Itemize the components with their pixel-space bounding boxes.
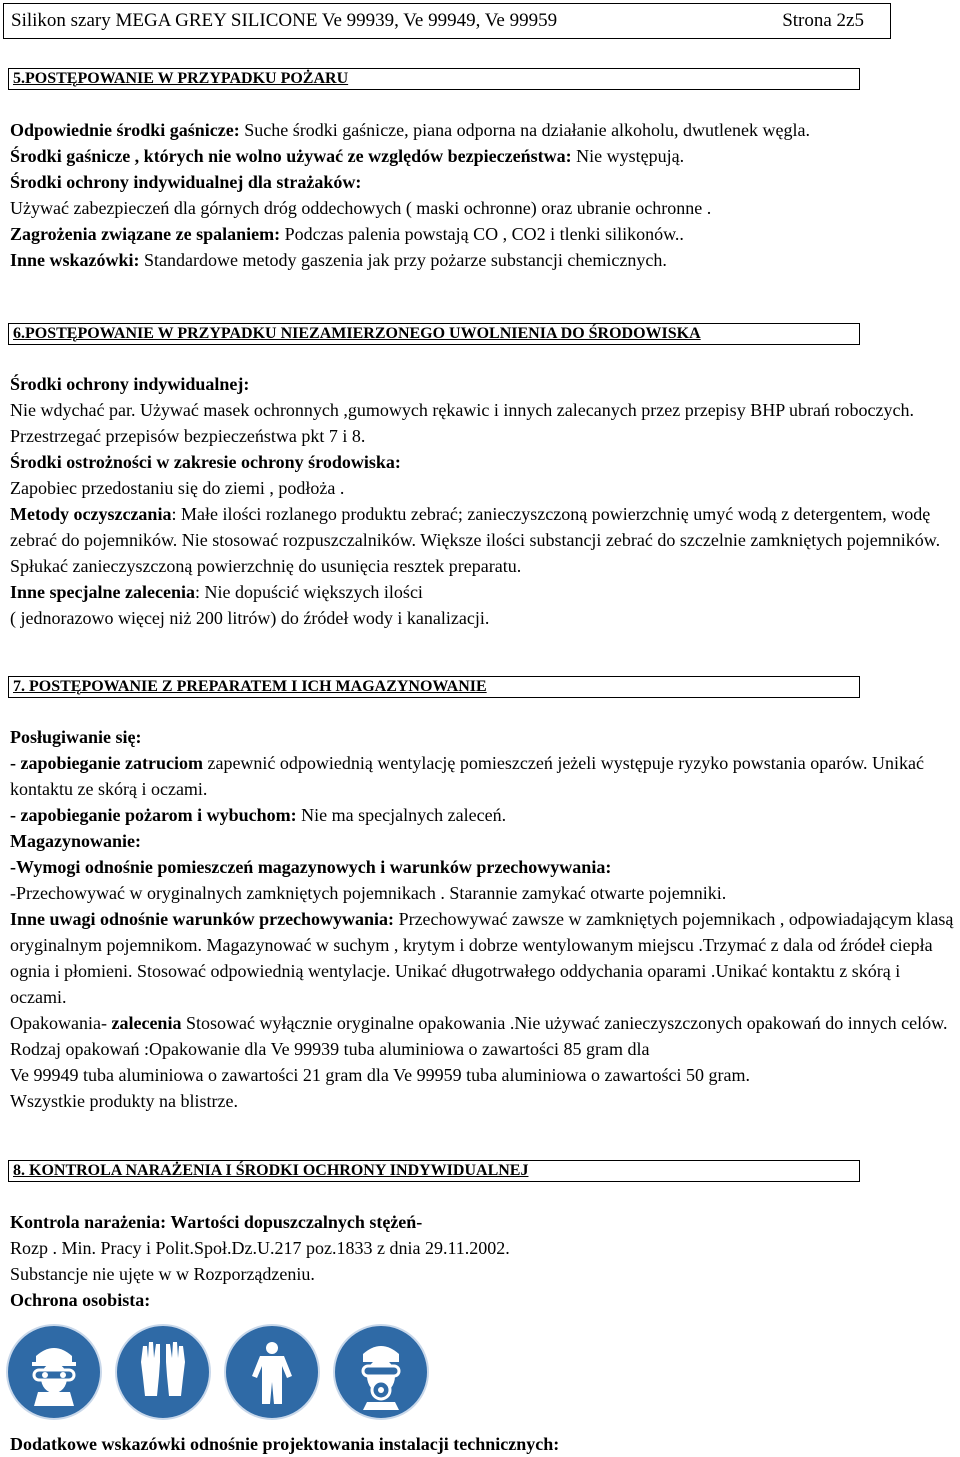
eye-protection-icon — [6, 1324, 102, 1420]
special-recommendations-cont: ( jednorazowo więcej niż 200 litrów) do źródeł wody i kanalizacji. — [10, 608, 490, 628]
exposure-control-label: Kontrola narażenia: Wartości dopuszczalnych stężeń- — [10, 1212, 423, 1232]
firefighter-protection-text: Używać zabezpieczeń dla górnych dróg oddechowych ( maski ochronne) oraz ubranie ochronne . — [10, 198, 712, 218]
other-storage-remarks: Inne uwagi odnośnie warunków przechowywania: Przechowywać zawsze w zamkniętych pojemnikach , odpowiadającym klasą oryginalnym pojemnikom. Magazynować w suchym , krytym i dobrze wentylowanym miejscu .Trzymać z dala od źródeł ciepła ognia i płomieni. Stosować odpowiednią wentylacje. Unikać długotrwałego oddychania oparami .Unikać kontaktu z skórą i oczami. — [10, 909, 954, 1007]
personal-precautions-text: Nie wdychać par. Używać masek ochronnych ,gumowych rękawic i innych zalecanych przez przepisy BHP ubrań roboczych. Przestrzegać przepisów bezpieczeństwa pkt 7 i 8. — [10, 400, 914, 446]
packaging-recommendations: Opakowania- zalecenia Stosować wyłącznie oryginalne opakowania .Nie używać zanieczyszczonych opakowań do innych celów. — [10, 1013, 948, 1033]
section-8-heading: 8. KONTROLA NARAŻENIA I ŚRODKI OCHRONY INDYWIDUALNEJ — [8, 1160, 860, 1182]
substances-note: Substancje nie ujęte w w Rozporządzeniu. — [10, 1264, 315, 1284]
page-header — [3, 3, 891, 39]
extinguishing-media: Odpowiednie środki gaśnicze: Suche środki gaśnicze, piana odporna na działanie alkoholu, dwutlenek węgla. — [10, 120, 811, 140]
special-recommendations: Inne specjalne zalecenia: Nie dopuścić większych ilości — [10, 582, 423, 602]
section-6-body — [10, 371, 958, 631]
additional-guidance-label: Dodatkowe wskazówki odnośnie projektowania instalacji technicznych: — [10, 1434, 560, 1454]
page-number: Strona 2z5 — [782, 10, 864, 31]
other-advice: Inne wskazówki: Standardowe metody gaszenia jak przy pożarze substancji chemicznych. — [10, 250, 667, 270]
section-5-body — [10, 117, 958, 273]
unsuitable-extinguishing-media: Środki gaśnicze , których nie wolno używać ze względów bezpieczeństwa: Nie występują. — [10, 146, 685, 166]
ppe-icons — [6, 1324, 429, 1420]
storage-requirements-text: -Przechowywać w oryginalnych zamkniętych pojemnikach . Starannie zamykać otwarte pojemniki. — [10, 883, 727, 903]
section-8-body — [10, 1209, 958, 1313]
section-5-heading: 5.POSTĘPOWANIE W PRZYPADKU POŻARU — [8, 68, 860, 90]
section-7-body — [10, 724, 958, 1114]
personal-protection-label: Ochrona osobista: — [10, 1290, 151, 1310]
packaging-type-2: Ve 99949 tuba aluminiowa o zawartości 21 gram dla Ve 99959 tuba aluminiowa o zawartości 50 gram. — [10, 1065, 750, 1085]
poisoning-prevention: - zapobieganie zatruciom zapewnić odpowiednią wentylację pomieszczeń jeżeli występuje ryzyko powstania oparów. Unikać kontaktu ze skórą i oczami. — [10, 753, 925, 799]
document-title: Silikon szary MEGA GREY SILICONE Ve 99939, Ve 99949, Ve 99959 — [11, 10, 558, 31]
regulation-reference: Rozp . Min. Pracy i Polit.Społ.Dz.U.217 poz.1833 z dnia 29.11.2002. — [10, 1238, 510, 1258]
environmental-precautions-label: Środki ostrożności w zakresie ochrony środowiska: — [10, 452, 401, 472]
environmental-precautions-text: Zapobiec przedostaniu się do ziemi , podłoża . — [10, 478, 345, 498]
combustion-hazards: Zagrożenia związane ze spalaniem: Podczas palenia powstają CO , CO2 i tlenki silikonów.. — [10, 224, 684, 244]
section-8-footer — [10, 1431, 958, 1457]
section-6-heading: 6.POSTĘPOWANIE W PRZYPADKU NIEZAMIERZONEGO UWOLNIENIA DO ŚRODOWISKA — [8, 323, 860, 345]
section-7-heading: 7. POSTĘPOWANIE Z PREPARATEM I ICH MAGAZYNOWANIE — [8, 676, 860, 698]
gloves-icon — [115, 1324, 211, 1420]
personal-precautions-label: Środki ochrony indywidualnej: — [10, 374, 250, 394]
fire-prevention: - zapobieganie pożarom i wybuchom: Nie ma specjalnych zaleceń. — [10, 805, 507, 825]
protective-clothing-icon — [224, 1324, 320, 1420]
packaging-type-1: Rodzaj opakowań :Opakowanie dla Ve 99939 tuba aluminiowa o zawartości 85 gram dla — [10, 1039, 650, 1059]
packaging-blister: Wszystkie produkty na blistrze. — [10, 1091, 238, 1111]
handling-label: Posługiwanie się: — [10, 727, 142, 747]
storage-label: Magazynowanie: — [10, 831, 141, 851]
cleanup-methods: Metody oczyszczania: Małe ilości rozlanego produktu zebrać; zanieczyszczoną powierzchnię umyć wodą z detergentem, wodę zebrać do pojemników. Nie stosować rozpuszczalników. Większe ilości substancji zebrać do szczelnie zamkniętych pojemników. — [10, 504, 941, 550]
face-mask-icon — [333, 1324, 429, 1420]
storage-requirements-label: -Wymogi odnośnie pomieszczeń magazynowych i warunków przechowywania: — [10, 857, 612, 877]
rinse-instruction: Spłukać zanieczyszczoną powierzchnię do usunięcia resztek preparatu. — [10, 556, 522, 576]
firefighter-protection-label: Środki ochrony indywidualnej dla strażaków: — [10, 172, 362, 192]
